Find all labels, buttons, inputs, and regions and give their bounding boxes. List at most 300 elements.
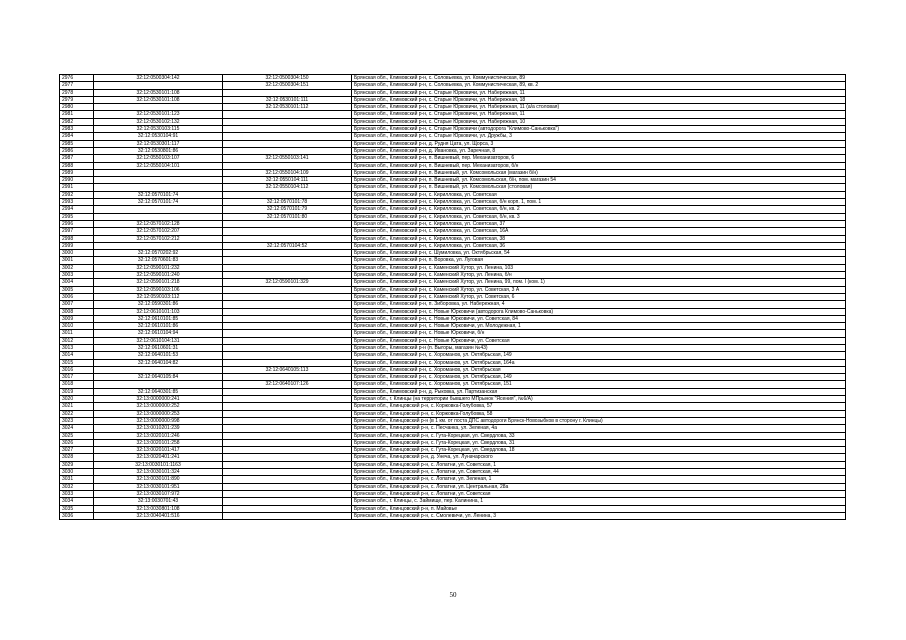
row-number-cell: 3025 xyxy=(60,432,94,439)
address-cell: Брянская обл., Климовский р-н, д. Ивановка, ул. Заречная, 8 xyxy=(352,147,846,154)
address-cell: Брянская обл., Климовский р-н, п. Вишневый, ул. Комсомольская (столовая) xyxy=(352,184,846,191)
row-number-cell: 2985 xyxy=(60,140,94,147)
address-cell: Брянская обл., Климовский р-н (п. Выгоры, магазин №43) xyxy=(352,344,846,351)
cadastral-number-cell: 32:13:0000000:241 xyxy=(94,396,223,403)
cadastral-number-cell: 32:13:0020101:258 xyxy=(94,439,223,446)
row-number-cell: 2997 xyxy=(60,228,94,235)
linked-cadastral-number-cell xyxy=(223,89,352,96)
row-number-cell: 3018 xyxy=(60,381,94,388)
cadastral-number-cell: 32:13:0020101:246 xyxy=(94,432,223,439)
linked-cadastral-number-cell: 32:12:0550104:111 xyxy=(223,177,352,184)
cadastral-number-cell: 32:12:0640101:53 xyxy=(94,352,223,359)
row-number-cell: 3000 xyxy=(60,250,94,257)
linked-cadastral-number-cell xyxy=(223,133,352,140)
row-number-cell: 3005 xyxy=(60,286,94,293)
address-cell: Брянская обл., Клинцовский р-н (в 1 км. от поста ДПС автодороги Брянск-Новозыбков в сторону г. Клинцы) xyxy=(352,417,846,424)
cadastral-number-cell: 32:12:0610104:131 xyxy=(94,337,223,344)
address-cell: Брянская обл., Клинцовский р-н, д. Унеча, ул. Луначарского xyxy=(352,454,846,461)
row-number-cell: 3002 xyxy=(60,264,94,271)
address-cell: Брянская обл., Климовский р-н, с. Кирилловка, ул. Советская, 36 xyxy=(352,242,846,249)
table-row xyxy=(60,250,846,257)
cadastral-number-cell: 32:13:0000000:252 xyxy=(94,403,223,410)
row-number-cell: 3030 xyxy=(60,469,94,476)
row-number-cell: 3010 xyxy=(60,323,94,330)
cadastral-number-cell: 32:13:0020401:241 xyxy=(94,454,223,461)
linked-cadastral-number-cell xyxy=(223,228,352,235)
address-cell: Брянская обл., Клинцовский р-н, с. Лопатни, ул. Советская, 44 xyxy=(352,469,846,476)
table-row xyxy=(60,155,846,162)
table-row xyxy=(60,352,846,359)
row-number-cell: 3024 xyxy=(60,425,94,432)
row-number-cell: 2992 xyxy=(60,191,94,198)
linked-cadastral-number-cell xyxy=(223,454,352,461)
address-cell: Брянская обл., Климовский р-н, п. Зиборовка, ул. Набережная, 4 xyxy=(352,301,846,308)
cadastral-number-cell: 32:12:0570101:74 xyxy=(94,199,223,206)
row-number-cell: 2979 xyxy=(60,96,94,103)
cadastral-number-cell: 32:12:0570102:128 xyxy=(94,220,223,227)
linked-cadastral-number-cell xyxy=(223,162,352,169)
linked-cadastral-number-cell xyxy=(223,118,352,125)
cadastral-number-cell: 32:13:0030101:951 xyxy=(94,483,223,490)
table-row xyxy=(60,89,846,96)
table-row xyxy=(60,257,846,264)
row-number-cell: 2993 xyxy=(60,199,94,206)
address-cell: Брянская обл., Клинцовский р-н, с. Лопатни, ул. Советская, 1 xyxy=(352,461,846,468)
address-cell: Брянская обл., Климовский р-н, д. Рудня Цата, ул. Щорса, 3 xyxy=(352,140,846,147)
table-row xyxy=(60,220,846,227)
cadastral-number-cell: 32:12:0610101:86 xyxy=(94,323,223,330)
cadastral-number-cell: 32:13:0030701:43 xyxy=(94,498,223,505)
address-cell: Брянская обл., Климовский р-н, с. Хороманов, ул. Октябрьская, 164а xyxy=(352,359,846,366)
table-row xyxy=(60,191,846,198)
linked-cadastral-number-cell: 32:12:0550104:112 xyxy=(223,184,352,191)
row-number-cell: 2977 xyxy=(60,82,94,89)
cadastral-number-cell: 32:12:0590103:112 xyxy=(94,293,223,300)
cadastral-number-cell: 32:13:0000000:253 xyxy=(94,410,223,417)
row-number-cell: 3031 xyxy=(60,476,94,483)
cadastral-number-cell: 32:12:0610601:31 xyxy=(94,344,223,351)
linked-cadastral-number-cell: 32:12:0640105:113 xyxy=(223,366,352,373)
cadastral-number-cell: 32:12:0530301:117 xyxy=(94,140,223,147)
row-number-cell: 3001 xyxy=(60,257,94,264)
address-cell: Брянская обл., Клинцовский р-н, с. Лопатни, ул. Зеленая, 1 xyxy=(352,476,846,483)
table-row xyxy=(60,403,846,410)
table-row xyxy=(60,206,846,213)
cadastral-number-cell: 32:13:0030101:324 xyxy=(94,469,223,476)
linked-cadastral-number-cell xyxy=(223,272,352,279)
linked-cadastral-number-cell xyxy=(223,250,352,257)
table-row xyxy=(60,242,846,249)
linked-cadastral-number-cell xyxy=(223,425,352,432)
linked-cadastral-number-cell xyxy=(223,410,352,417)
address-cell: Брянская обл., Климовский р-н, п. Вишневый, ул. Комсомольская (магазин б/н) xyxy=(352,169,846,176)
address-cell: Брянская обл., Климовский р-н, с. Новые Юрковичи, ул. Советская, 84 xyxy=(352,315,846,322)
row-number-cell: 3004 xyxy=(60,279,94,286)
address-cell: Брянская обл., Климовский р-н, с. Старые Юрковичи, ул. Набережная, 10 xyxy=(352,118,846,125)
table-row xyxy=(60,469,846,476)
table-row xyxy=(60,235,846,242)
table-row xyxy=(60,133,846,140)
cadastral-number-cell xyxy=(94,242,223,249)
table-row xyxy=(60,286,846,293)
cadastral-number-cell: 32:12:0570101:74 xyxy=(94,191,223,198)
address-cell: Брянская обл., Климовский р-н, с. Кирилловка, ул. Советская, 16А xyxy=(352,228,846,235)
address-cell: Брянская обл., Климовский р-н, с. Кирилловка, ул. Советская, 38 xyxy=(352,235,846,242)
row-number-cell: 3034 xyxy=(60,498,94,505)
cadastral-number-cell: 32:13:0030101:890 xyxy=(94,476,223,483)
table-row xyxy=(60,184,846,191)
cadastral-number-cell: 32:12:0530101:108 xyxy=(94,96,223,103)
address-cell: Брянская обл., Климовский р-н, с. Старые Юрковичи, ул. Набережная, 11 xyxy=(352,89,846,96)
cadastral-number-cell: 32:12:0590103:106 xyxy=(94,286,223,293)
cadastral-number-cell xyxy=(94,381,223,388)
table-row xyxy=(60,279,846,286)
linked-cadastral-number-cell xyxy=(223,344,352,351)
row-number-cell: 3035 xyxy=(60,505,94,512)
row-number-cell: 2986 xyxy=(60,147,94,154)
row-number-cell: 3023 xyxy=(60,417,94,424)
table-row xyxy=(60,126,846,133)
address-cell: Брянская обл., Климовский р-н, с. Каменский Хутор, ул. Ленина, 103 xyxy=(352,264,846,271)
address-cell: Брянская обл., Клинцовский р-н, с. Лопатни, ул. Центральная, 28а xyxy=(352,483,846,490)
table-row xyxy=(60,359,846,366)
table-row xyxy=(60,118,846,125)
linked-cadastral-number-cell: 32:12:0500304:151 xyxy=(223,82,352,89)
table-row xyxy=(60,82,846,89)
linked-cadastral-number-cell: 32:12:0570104:52 xyxy=(223,242,352,249)
table-row xyxy=(60,461,846,468)
cadastral-number-cell: 32:12:0500304:142 xyxy=(94,75,223,82)
linked-cadastral-number-cell: 32:12:0530101:112 xyxy=(223,104,352,111)
address-cell: Брянская обл., Климовский р-н, с. Хороманов, ул. Октябрьская, 149 xyxy=(352,352,846,359)
address-cell: Брянская обл., Климовский р-н, п. Воровка, ул. Луговая xyxy=(352,257,846,264)
linked-cadastral-number-cell xyxy=(223,337,352,344)
cadastral-number-cell: 32:12:0640105:84 xyxy=(94,374,223,381)
table-row xyxy=(60,162,846,169)
row-number-cell: 2978 xyxy=(60,89,94,96)
address-cell: Брянская обл., Климовский р-н, с. Старые Юрковичи, ул. Набережная, 18 xyxy=(352,96,846,103)
address-cell: Брянская обл., Клинцовский р-н, с. Смолевичи, ул. Ленина, 3 xyxy=(352,512,846,519)
cadastral-number-cell: 32:13:0030801:108 xyxy=(94,505,223,512)
table-row xyxy=(60,264,846,271)
table-row xyxy=(60,96,846,103)
cadastral-number-cell xyxy=(94,177,223,184)
row-number-cell: 3014 xyxy=(60,352,94,359)
linked-cadastral-number-cell xyxy=(223,483,352,490)
linked-cadastral-number-cell xyxy=(223,264,352,271)
cadastral-number-cell: 32:12:0570202:92 xyxy=(94,250,223,257)
cadastral-number-cell: 32:12:0530101:108 xyxy=(94,89,223,96)
table-row xyxy=(60,498,846,505)
linked-cadastral-number-cell xyxy=(223,301,352,308)
address-cell: Брянская обл., Климовский р-н, с. Каменский Хутор, ул. Советская, 6 xyxy=(352,293,846,300)
table-row xyxy=(60,169,846,176)
row-number-cell: 3017 xyxy=(60,374,94,381)
address-cell: Брянская обл., Клинцовский р-н, с. Коржовка-Голубовка, 57 xyxy=(352,403,846,410)
linked-cadastral-number-cell xyxy=(223,512,352,519)
linked-cadastral-number-cell xyxy=(223,323,352,330)
linked-cadastral-number-cell xyxy=(223,140,352,147)
address-cell: Брянская обл., Клинцовский р-н, с. Коржовка-Голубовка, 58 xyxy=(352,410,846,417)
table-row xyxy=(60,490,846,497)
row-number-cell: 3006 xyxy=(60,293,94,300)
table-row xyxy=(60,301,846,308)
cadastral-number-cell: 32:12:0590101:232 xyxy=(94,264,223,271)
row-number-cell: 3021 xyxy=(60,403,94,410)
cadastral-number-cell xyxy=(94,169,223,176)
table-row xyxy=(60,447,846,454)
address-cell: Брянская обл., Климовский р-н, п. Вишневый, пер. Механизаторов, 6 xyxy=(352,155,846,162)
row-number-cell: 3033 xyxy=(60,490,94,497)
address-cell: Брянская обл., Клинцовский р-н, с. Гута-Корецкая, ул. Свердлова, 33 xyxy=(352,432,846,439)
address-cell: Брянская обл., Климовский р-н, с. Хороманов, ул. Октябрьская, 149 xyxy=(352,374,846,381)
linked-cadastral-number-cell: 32:12:0550103:141 xyxy=(223,155,352,162)
linked-cadastral-number-cell xyxy=(223,293,352,300)
address-cell: Брянская обл., г. Клинцы (на территории бывшего МПрынок "Ясения", №6/А) xyxy=(352,396,846,403)
row-number-cell: 3026 xyxy=(60,439,94,446)
address-cell: Брянская обл., Климовский р-н, с. Старые Юрковичи, ул. Набережная, 11 xyxy=(352,111,846,118)
cadastral-number-cell xyxy=(94,206,223,213)
linked-cadastral-number-cell xyxy=(223,330,352,337)
cadastral-number-cell xyxy=(94,213,223,220)
address-cell: Брянская обл., Климовский р-н, с. Шумиловка, ул. Октябрьская, 54 xyxy=(352,250,846,257)
linked-cadastral-number-cell: 32:12:0570101:79 xyxy=(223,206,352,213)
row-number-cell: 2984 xyxy=(60,133,94,140)
linked-cadastral-number-cell xyxy=(223,352,352,359)
linked-cadastral-number-cell xyxy=(223,286,352,293)
address-cell: Брянская обл., Климовский р-н, с. Соловьевка, ул. Коммунистическая, 89, кв. 2 xyxy=(352,82,846,89)
linked-cadastral-number-cell xyxy=(223,417,352,424)
linked-cadastral-number-cell xyxy=(223,308,352,315)
table-row xyxy=(60,388,846,395)
linked-cadastral-number-cell xyxy=(223,257,352,264)
linked-cadastral-number-cell xyxy=(223,359,352,366)
row-number-cell: 3020 xyxy=(60,396,94,403)
row-number-cell: 2988 xyxy=(60,162,94,169)
cadastral-number-cell: 32:12:0530101:123 xyxy=(94,111,223,118)
table-row xyxy=(60,344,846,351)
linked-cadastral-number-cell xyxy=(223,111,352,118)
linked-cadastral-number-cell: 32:12:0570101:80 xyxy=(223,213,352,220)
table-row xyxy=(60,293,846,300)
cadastral-number-cell: 32:12:0570601:83 xyxy=(94,257,223,264)
table-row xyxy=(60,374,846,381)
cadastral-number-cell: 32:13:0000000:998 xyxy=(94,417,223,424)
row-number-cell: 3008 xyxy=(60,308,94,315)
table-row xyxy=(60,308,846,315)
cadastral-number-cell: 32:13:0040401:516 xyxy=(94,512,223,519)
table-row xyxy=(60,330,846,337)
row-number-cell: 3027 xyxy=(60,447,94,454)
cadastral-number-cell: 32:12:0550103:107 xyxy=(94,155,223,162)
cadastral-number-cell: 32:12:0530102:132 xyxy=(94,118,223,125)
table-row xyxy=(60,410,846,417)
cadastral-number-cell: 32:12:0550104:101 xyxy=(94,162,223,169)
table-row xyxy=(60,213,846,220)
address-cell: Брянская обл., Климовский р-н, с. Соловьевка, ул. Коммунистическая, 89 xyxy=(352,75,846,82)
cadastral-number-cell: 32:13:0030101:1163 xyxy=(94,461,223,468)
address-cell: Брянская обл., Климовский р-н, с. Кирилловка, ул. Советская, б/н корп. 1, пом. 1 xyxy=(352,199,846,206)
address-cell: Брянская обл., Клинцовский р-н, с. Гута-Корецкая, ул. Свердлова, 18 xyxy=(352,447,846,454)
table-row xyxy=(60,417,846,424)
cadastral-number-cell: 32:12:0570102:207 xyxy=(94,228,223,235)
cadastral-number-cell: 32:12:0530104:91 xyxy=(94,133,223,140)
table-row xyxy=(60,337,846,344)
address-cell: Брянская обл., Клинцовский р-н, с. Лопатни, ул. Советская xyxy=(352,490,846,497)
linked-cadastral-number-cell xyxy=(223,374,352,381)
table-row xyxy=(60,512,846,519)
linked-cadastral-number-cell: 32:12:0550104:109 xyxy=(223,169,352,176)
table-row xyxy=(60,425,846,432)
linked-cadastral-number-cell xyxy=(223,147,352,154)
row-number-cell: 2987 xyxy=(60,155,94,162)
page-number: 50 xyxy=(449,591,457,599)
table-row xyxy=(60,111,846,118)
linked-cadastral-number-cell xyxy=(223,490,352,497)
address-cell: Брянская обл., Клинцовский р-н, с. Гута-Корецкая, ул. Свердлова, 31 xyxy=(352,439,846,446)
address-cell: Брянская обл., Климовский р-н, с. Старые Юрковичи, ул. Дружбы, 3 xyxy=(352,133,846,140)
linked-cadastral-number-cell xyxy=(223,476,352,483)
table-row xyxy=(60,75,846,82)
linked-cadastral-number-cell xyxy=(223,403,352,410)
table-row xyxy=(60,454,846,461)
cadastral-number-cell: 32:13:0030107:972 xyxy=(94,490,223,497)
linked-cadastral-number-cell xyxy=(223,461,352,468)
row-number-cell: 3011 xyxy=(60,330,94,337)
table-row xyxy=(60,199,846,206)
cadastral-number-cell: 32:12:0640301:85 xyxy=(94,388,223,395)
address-cell: Брянская обл., Клинцовский р-н, п. Майовье xyxy=(352,505,846,512)
linked-cadastral-number-cell: 32:12:0500304:150 xyxy=(223,75,352,82)
row-number-cell: 3015 xyxy=(60,359,94,366)
address-cell: Брянская обл., Климовский р-н, с. Кирилловка, ул. Советская xyxy=(352,191,846,198)
address-cell: Брянская обл., Климовский р-н, с. Старые Юрковичи, ул. Набережная, 11 (а/а столовая) xyxy=(352,104,846,111)
table-row xyxy=(60,476,846,483)
row-number-cell: 2981 xyxy=(60,111,94,118)
address-cell: Брянская обл., Климовский р-н, с. Новые Юрковичи (автодорога Климово-Саньковка) xyxy=(352,308,846,315)
linked-cadastral-number-cell xyxy=(223,432,352,439)
linked-cadastral-number-cell: 32:12:0590101:329 xyxy=(223,279,352,286)
linked-cadastral-number-cell xyxy=(223,396,352,403)
cadastral-number-cell xyxy=(94,104,223,111)
cadastral-number-cell: 32:12:0640104:82 xyxy=(94,359,223,366)
table-row xyxy=(60,381,846,388)
table-row xyxy=(60,432,846,439)
table-row xyxy=(60,396,846,403)
linked-cadastral-number-cell: 32:12:0530101:111 xyxy=(223,96,352,103)
linked-cadastral-number-cell xyxy=(223,439,352,446)
cadastral-table xyxy=(59,74,846,520)
linked-cadastral-number-cell xyxy=(223,469,352,476)
table-row xyxy=(60,323,846,330)
table-row xyxy=(60,483,846,490)
cadastral-number-cell: 32:12:0590301:86 xyxy=(94,301,223,308)
cadastral-number-cell: 32:12:0530801:86 xyxy=(94,147,223,154)
address-cell: Брянская обл., Климовский р-н, с. Новые Юрковичи, ул. Молодежная, 1 xyxy=(352,323,846,330)
row-number-cell: 3012 xyxy=(60,337,94,344)
row-number-cell: 2998 xyxy=(60,235,94,242)
linked-cadastral-number-cell xyxy=(223,388,352,395)
row-number-cell: 3016 xyxy=(60,366,94,373)
row-number-cell: 3019 xyxy=(60,388,94,395)
linked-cadastral-number-cell xyxy=(223,315,352,322)
linked-cadastral-number-cell: 32:12:0640107:126 xyxy=(223,381,352,388)
table-row xyxy=(60,104,846,111)
cadastral-number-cell: 32:12:0590101:218 xyxy=(94,279,223,286)
linked-cadastral-number-cell xyxy=(223,447,352,454)
row-number-cell: 2976 xyxy=(60,75,94,82)
row-number-cell: 2989 xyxy=(60,169,94,176)
linked-cadastral-number-cell xyxy=(223,235,352,242)
address-cell: Брянская обл., Климовский р-н, с. Новые Юрковичи, б/н xyxy=(352,330,846,337)
address-cell: Брянская обл., Климовский р-н, с. Каменский Хутор, ул. Ленина, б/н xyxy=(352,272,846,279)
row-number-cell: 2990 xyxy=(60,177,94,184)
row-number-cell: 2994 xyxy=(60,206,94,213)
row-number-cell: 2983 xyxy=(60,126,94,133)
cadastral-number-cell: 32:12:0570102:212 xyxy=(94,235,223,242)
row-number-cell: 2996 xyxy=(60,220,94,227)
linked-cadastral-number-cell xyxy=(223,498,352,505)
table-row xyxy=(60,315,846,322)
cadastral-number-cell: 32:13:0020101:417 xyxy=(94,447,223,454)
row-number-cell: 3013 xyxy=(60,344,94,351)
cadastral-number-cell: 32:12:0610101:85 xyxy=(94,315,223,322)
address-cell: Брянская обл., Климовский р-н, п. Вишневый, пер. Механизаторов, б/н xyxy=(352,162,846,169)
row-number-cell: 3029 xyxy=(60,461,94,468)
address-cell: Брянская обл., Климовский р-н, с. Хороманов, ул. Октябрьская, 151 xyxy=(352,381,846,388)
address-cell: Брянская обл., Климовский р-н, д. Рыковка, ул. Партизанская xyxy=(352,388,846,395)
address-cell: Брянская обл., Климовский р-н, с. Новые Юрковичи, ул. Советская xyxy=(352,337,846,344)
address-cell: Брянская обл., Климовский р-н, с. Старые Юрковичи (автодорога "Климово-Саньковка") xyxy=(352,126,846,133)
table-row xyxy=(60,505,846,512)
linked-cadastral-number-cell: 32:12:0570101:78 xyxy=(223,199,352,206)
address-cell: Брянская обл., Климовский р-н, с. Каменский Хутор, ул. Ленина, 99, пом. I (ком. 1) xyxy=(352,279,846,286)
cadastral-number-cell: 32:12:0610104:94 xyxy=(94,330,223,337)
address-cell: Брянская обл., г. Клинцы, с. Займище, пер. Калинина, 1 xyxy=(352,498,846,505)
row-number-cell: 2980 xyxy=(60,104,94,111)
row-number-cell: 2991 xyxy=(60,184,94,191)
table-row xyxy=(60,366,846,373)
address-cell: Брянская обл., Климовский р-н, с. Кирилловка, ул. Советская, б/н, кв. 3 xyxy=(352,213,846,220)
row-number-cell: 3007 xyxy=(60,301,94,308)
linked-cadastral-number-cell xyxy=(223,126,352,133)
cadastral-number-cell: 32:12:0530103:115 xyxy=(94,126,223,133)
row-number-cell: 3032 xyxy=(60,483,94,490)
linked-cadastral-number-cell xyxy=(223,220,352,227)
linked-cadastral-number-cell xyxy=(223,505,352,512)
table-row xyxy=(60,177,846,184)
cadastral-number-cell: 32:12:0590101:240 xyxy=(94,272,223,279)
address-cell: Брянская обл., Клинцовский р-н, с. Песчанка, ул. Зеленая, 4а xyxy=(352,425,846,432)
table-row xyxy=(60,439,846,446)
row-number-cell: 2982 xyxy=(60,118,94,125)
address-cell: Брянская обл., Климовский р-н, п. Вишневый, ул. Комсомольская, б/н, пом. магазин 54 xyxy=(352,177,846,184)
row-number-cell: 3036 xyxy=(60,512,94,519)
row-number-cell: 3022 xyxy=(60,410,94,417)
row-number-cell: 3003 xyxy=(60,272,94,279)
address-cell: Брянская обл., Климовский р-н, с. Кирилловка, ул. Советская, б/н, кв. 2 xyxy=(352,206,846,213)
cadastral-number-cell: 32:13:0010201:239 xyxy=(94,425,223,432)
row-number-cell: 3028 xyxy=(60,454,94,461)
cadastral-number-cell xyxy=(94,366,223,373)
address-cell: Брянская обл., Климовский р-н, с. Хороманов, ул. Октябрьская xyxy=(352,366,846,373)
table-row xyxy=(60,272,846,279)
row-number-cell: 2999 xyxy=(60,242,94,249)
table-row xyxy=(60,228,846,235)
row-number-cell: 2995 xyxy=(60,213,94,220)
address-cell: Брянская обл., Климовский р-н, с. Каменский Хутор, ул. Советская, 3 А xyxy=(352,286,846,293)
address-cell: Брянская обл., Климовский р-н, с. Кирилловка, ул. Советская, 37 xyxy=(352,220,846,227)
